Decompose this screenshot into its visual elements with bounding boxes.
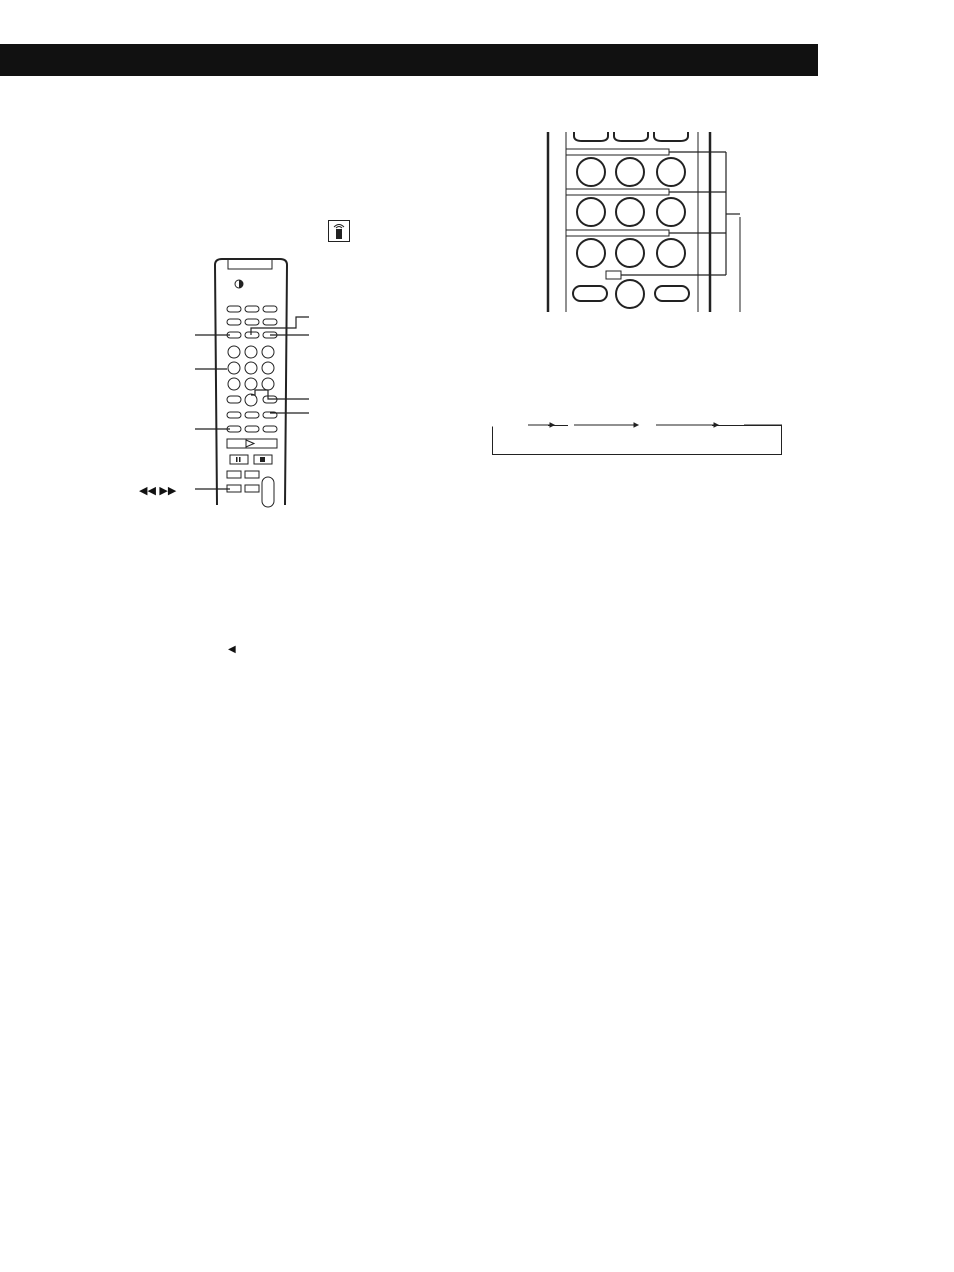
remote-control-icon: [328, 220, 350, 242]
step-marker-icon: ◀: [228, 644, 236, 655]
search-buttons-label: ◀◀ ▶▶: [139, 484, 177, 497]
keypad-detail-illustration: [540, 132, 750, 314]
sequence-arrows: [492, 418, 782, 432]
remote-control-illustration: [120, 255, 330, 510]
section-header-bar: [0, 44, 818, 76]
